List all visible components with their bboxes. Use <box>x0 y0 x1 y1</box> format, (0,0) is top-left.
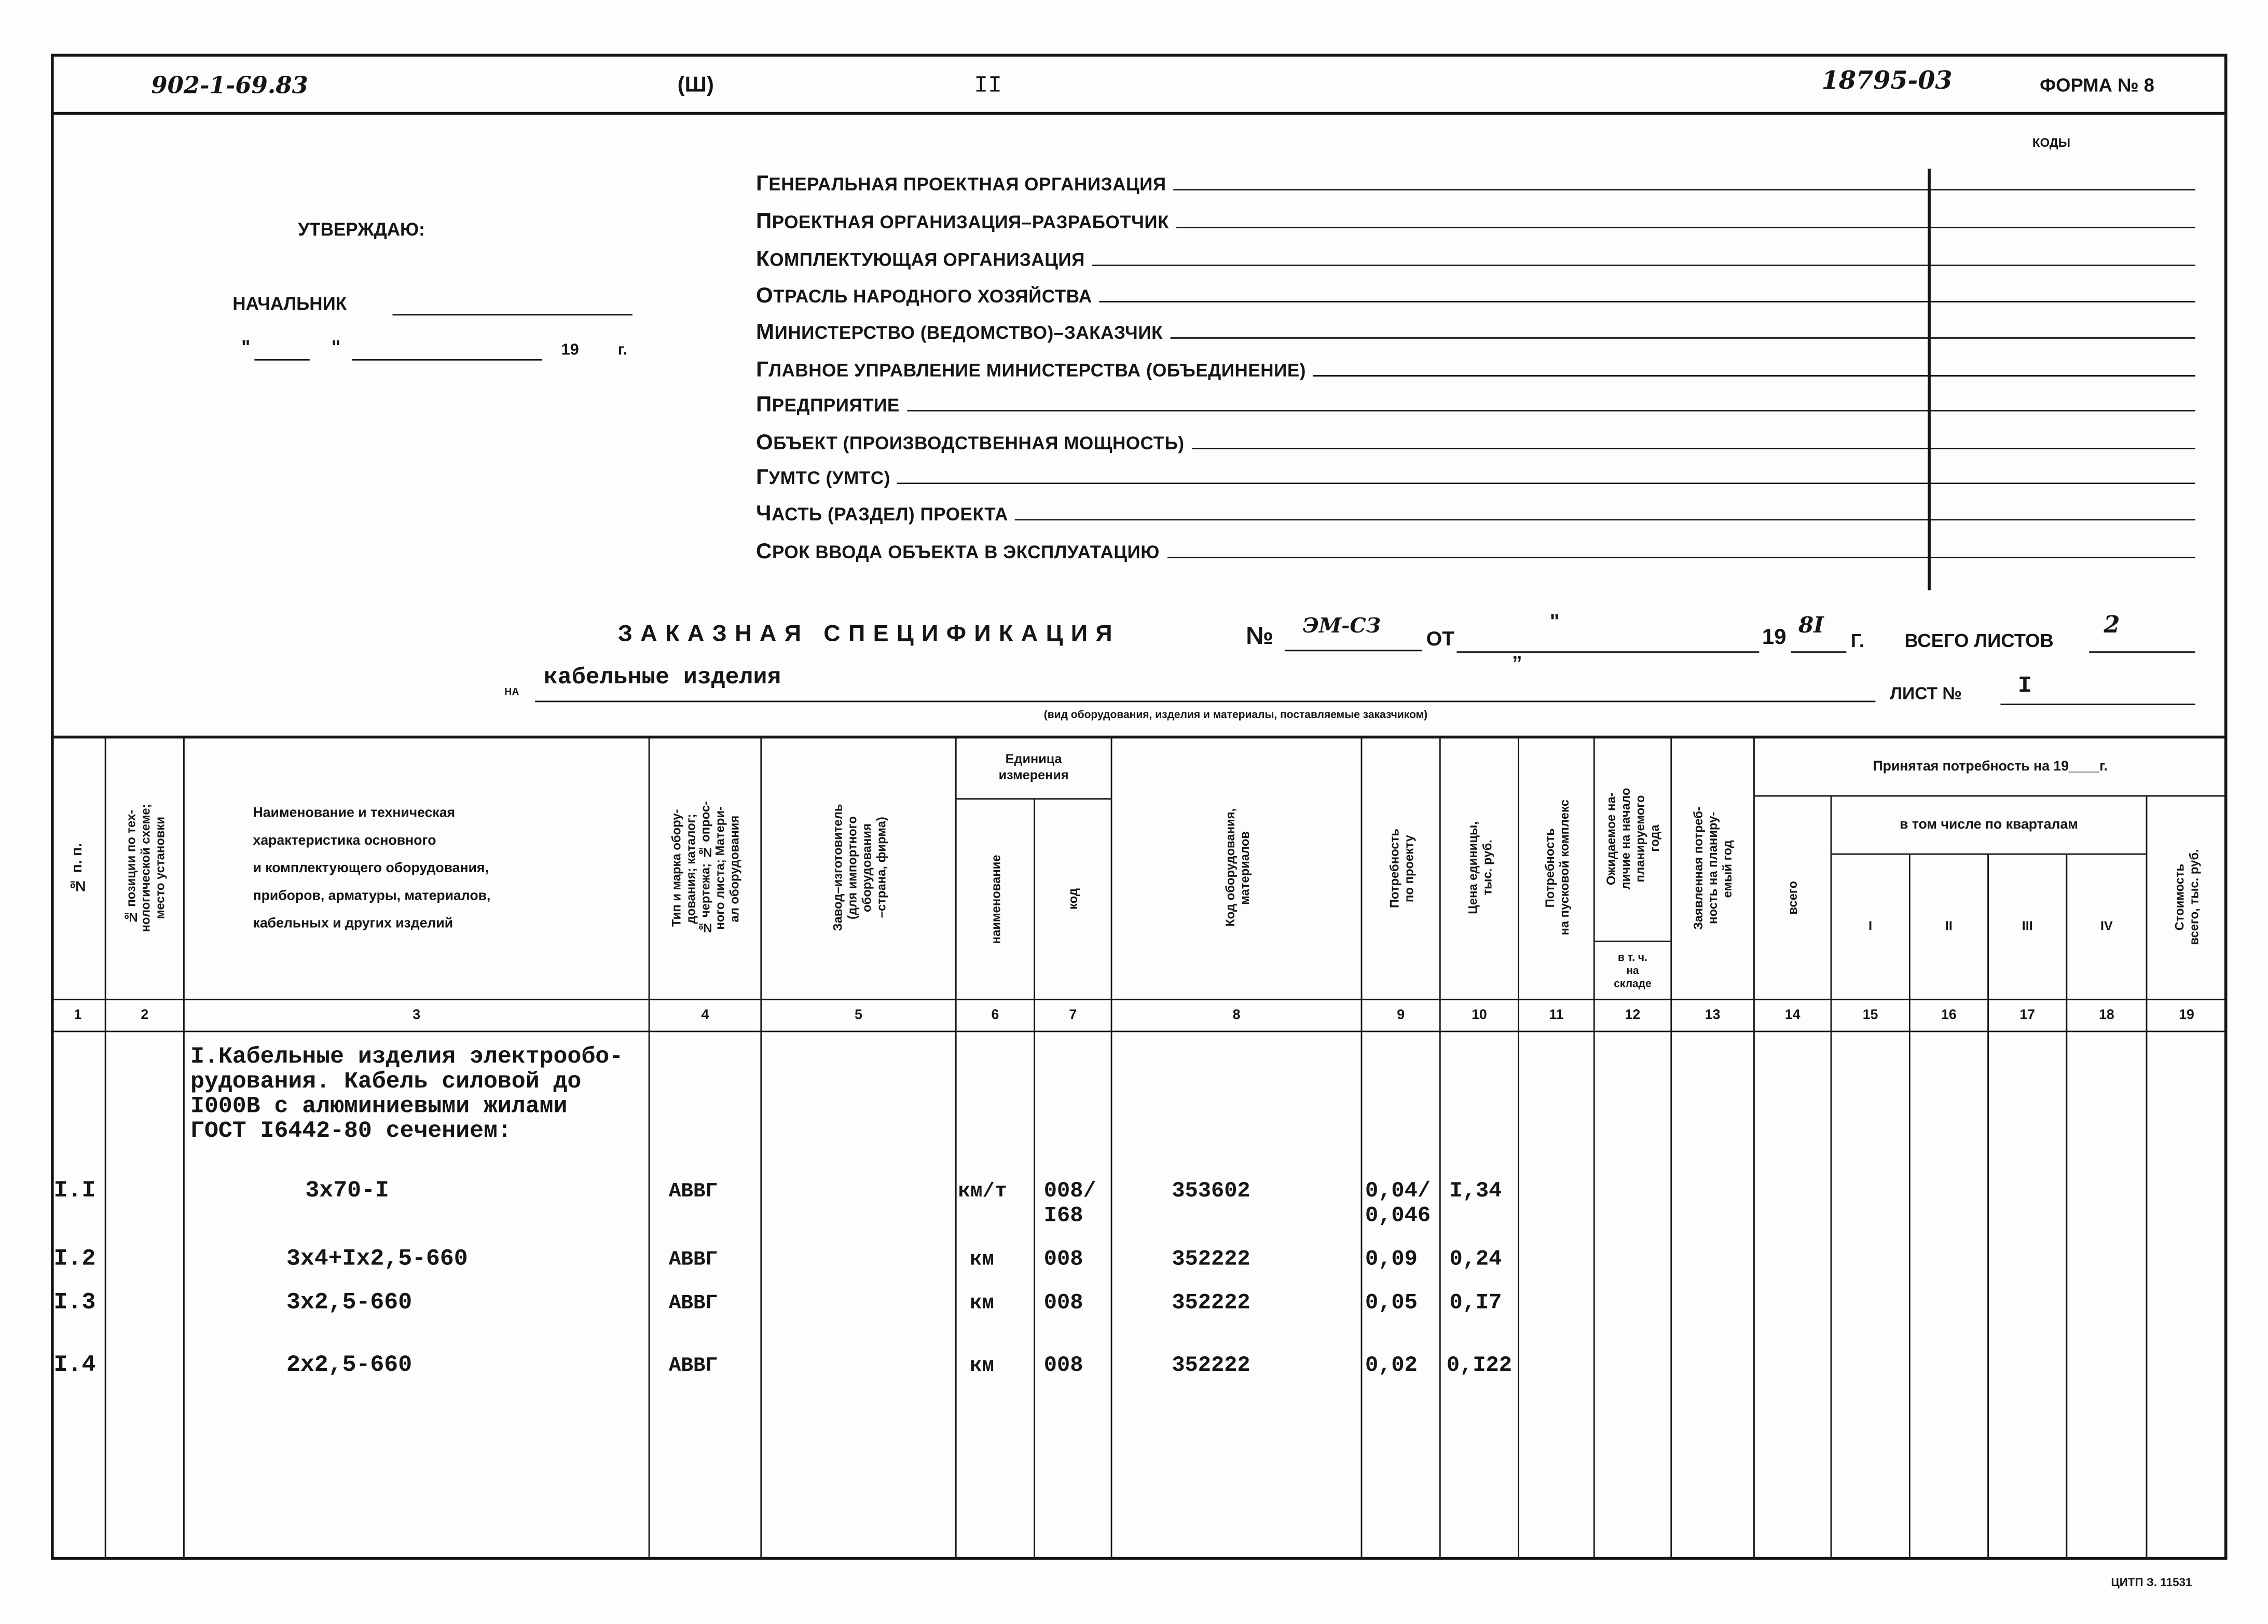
org-row <box>756 276 2195 307</box>
org-label: ОТРАСЛЬ НАРОДНОГО ХОЗЯЙСТВА <box>755 283 1092 309</box>
spec-sheets-total: 2 <box>2104 610 2120 639</box>
approval-signature-line <box>393 314 633 315</box>
org-fill-line <box>1167 557 2195 558</box>
row-number: I.3 <box>53 1289 96 1316</box>
spec-sheet-label: ЛИСТ № <box>1890 683 1962 704</box>
row-unit-name: км <box>969 1248 994 1272</box>
spec-subject: кабельные изделия <box>543 664 781 691</box>
spec-subject-line <box>535 701 1875 703</box>
header-text-6: наименование <box>987 854 1002 944</box>
org-label: ОБЪЕКТ (ПРОИЗВОДСТВЕННАЯ МОЩНОСТЬ) <box>755 430 1185 455</box>
row-demand: 0,02 <box>1365 1353 1418 1379</box>
column-number-cell <box>1112 1000 1362 1033</box>
header-text-10: Цена единицы, тыс. руб. <box>1464 821 1494 915</box>
body-column <box>957 1032 1035 1560</box>
column-number: 16 <box>1941 1007 1957 1024</box>
column-number-cell <box>1989 1000 2067 1033</box>
org-row <box>756 312 2195 343</box>
row-unit-code: 008/ I68 <box>1043 1179 1096 1229</box>
row-equipment-code: 352222 <box>1172 1353 1250 1379</box>
body-column <box>106 1032 185 1560</box>
org-label: СРОК ВВОДА ОБЪЕКТА В ЭКСПЛУАТАЦИЮ <box>755 539 1160 565</box>
column-number-cell <box>51 1000 106 1033</box>
column-number: 4 <box>701 1007 709 1024</box>
org-row <box>756 350 2195 381</box>
spec-sheet: I <box>2018 673 2032 699</box>
org-label: ПРЕДПРИЯТИЕ <box>755 392 900 418</box>
header-unit-group <box>957 737 1112 800</box>
header-text-quarters-group: в том числе по кварталам <box>1900 817 2078 833</box>
header-text-8: Код оборудования, материалов <box>1221 808 1252 927</box>
body-column <box>1672 1032 1755 1560</box>
approval-position: НАЧАЛЬНИК <box>232 293 347 314</box>
spec-number-line <box>1285 650 1422 651</box>
org-fill-line <box>898 483 2195 484</box>
codes-label: КОДЫ <box>2032 135 2071 150</box>
spec-subject-caption: (вид оборудования, изделия и материалы, поставляемые заказчиком) <box>1043 708 1428 721</box>
header-text-7: код <box>1065 888 1080 910</box>
header-cell-8 <box>1112 737 1362 1000</box>
column-number: 17 <box>2019 1007 2036 1024</box>
approval-day-line <box>254 359 309 361</box>
spec-sheets-total-line <box>2089 651 2195 653</box>
registration-number: 18795-03 <box>1821 66 1953 96</box>
column-number: 8 <box>1232 1007 1241 1024</box>
row-demand: 0,05 <box>1365 1291 1418 1316</box>
column-number-cell <box>2147 1000 2227 1033</box>
body-column <box>1989 1032 2067 1560</box>
header-text-11: Потребность на пусковой комплекс <box>1542 800 1571 936</box>
body-column <box>1910 1032 1989 1560</box>
row-equipment-code: 353602 <box>1172 1179 1250 1204</box>
org-label: КОМПЛЕКТУЮЩАЯ ОРГАНИЗАЦИЯ <box>755 247 1085 272</box>
row-equipment-code: 352222 <box>1172 1247 1250 1272</box>
row-equipment-code: 352222 <box>1172 1291 1250 1316</box>
header-text-unit-group: Единица измерения <box>998 751 1069 782</box>
header-text-14: всего <box>1785 880 1800 915</box>
org-label: ПРОЕКТНАЯ ОРГАНИЗАЦИЯ–РАЗРАБОТЧИК <box>755 209 1170 235</box>
row-name: 2x2,5-660 <box>286 1352 413 1379</box>
column-number: 13 <box>1705 1007 1721 1024</box>
body-column <box>762 1032 956 1560</box>
form-label: ФОРМА № 8 <box>2040 74 2155 96</box>
org-fill-line <box>1176 227 2195 228</box>
column-number-cell <box>1755 1000 1832 1033</box>
org-row <box>755 202 2195 235</box>
row-type: АВВГ <box>668 1292 718 1316</box>
header-rule <box>51 112 2227 115</box>
column-number-cell <box>1519 1000 1595 1033</box>
column-number: 5 <box>855 1007 862 1024</box>
project-code: 902-1-69.83 <box>151 71 308 99</box>
org-label: ГУМТС (УМТС) <box>755 465 890 490</box>
header-cell-1 <box>51 737 106 1000</box>
column-number-cell <box>762 1000 956 1033</box>
org-fill-line <box>1192 448 2195 449</box>
column-number: 7 <box>1069 1007 1077 1024</box>
header-cell-18 <box>2067 855 2147 1000</box>
column-number-cell <box>1362 1000 1440 1033</box>
body-column <box>1832 1032 1910 1560</box>
approval-quote-open: " <box>241 336 251 358</box>
body-column <box>1755 1032 1832 1560</box>
column-number: 3 <box>413 1007 421 1024</box>
part-label: II <box>974 73 1002 99</box>
header-cell-3 <box>185 737 650 1000</box>
row-number: I.4 <box>53 1352 96 1379</box>
header-cell-5 <box>762 737 956 1000</box>
header-cell-6 <box>957 800 1035 1000</box>
album-label: (Ш) <box>677 73 714 98</box>
header-text-12-bottom: в т. ч. на складе <box>1614 951 1652 990</box>
spec-sheets-total-label: ВСЕГО ЛИСТОВ <box>1904 629 2054 652</box>
row-unit-name: км <box>969 1292 994 1316</box>
row-unit-name: км <box>969 1355 994 1379</box>
row-type: АВВГ <box>668 1355 718 1379</box>
column-number-cell <box>1035 1000 1112 1033</box>
header-cell-19 <box>2147 796 2227 1000</box>
body-column <box>1519 1032 1595 1560</box>
footer-print-code: ЦИТП З. 11531 <box>2111 1576 2192 1589</box>
org-fill-line <box>1015 519 2195 520</box>
spec-year-suffix: Г. <box>1850 629 1865 652</box>
header-text-4: Тип и марка обору- дования; каталог; № чертежа; № опрос- ного листа; Матери- ал оборудования <box>668 801 741 935</box>
column-number: 2 <box>141 1007 149 1024</box>
org-label: МИНИСТЕРСТВО (ВЕДОМСТВО)–ЗАКАЗЧИК <box>755 320 1163 345</box>
header-text-1: № п. п. <box>69 843 85 893</box>
org-row <box>756 458 2195 489</box>
column-number: 14 <box>1784 1007 1800 1024</box>
org-row <box>756 423 2195 453</box>
approval-year-prefix: 19 <box>561 341 579 360</box>
column-number: 15 <box>1862 1007 1878 1024</box>
column-number: 6 <box>991 1007 999 1024</box>
org-row <box>756 240 2195 270</box>
column-number: 11 <box>1549 1007 1564 1024</box>
row-price: 0,I22 <box>1446 1353 1513 1379</box>
body-column <box>1595 1032 1672 1560</box>
header-text-5: Завод–изготовитель (для импортного оборудования –страна, фирма) <box>829 804 888 932</box>
org-label: ГЕНЕРАЛЬНАЯ ПРОЕКТНАЯ ОРГАНИЗАЦИЯ <box>755 171 1166 197</box>
header-text-2: № позиции по тех- нологической схеме; место установки <box>122 804 167 932</box>
org-fill-line <box>1092 265 2195 266</box>
org-label: ГЛАВНОЕ УПРАВЛЕНИЕ МИНИСТЕРСТВА (ОБЪЕДИНЕНИЕ) <box>755 357 1307 382</box>
approval-quote-close: " <box>331 336 341 358</box>
row-name: 3x4+Ix2,5-660 <box>286 1246 468 1272</box>
body-column <box>2147 1032 2227 1560</box>
header-cell-13 <box>1672 737 1755 1000</box>
column-number-cell <box>1595 1000 1672 1033</box>
spec-quote-close: „ <box>1511 639 1522 663</box>
header-cell-17 <box>1989 855 2067 1000</box>
row-price: I,34 <box>1449 1179 1502 1204</box>
org-fill-line <box>907 410 2195 411</box>
row-unit-name: км/т <box>958 1180 1007 1204</box>
row-unit-code: 008 <box>1043 1353 1083 1379</box>
org-label: ЧАСТЬ (РАЗДЕЛ) ПРОЕКТА <box>755 501 1008 527</box>
column-number-cell <box>650 1000 762 1033</box>
row-name: 3x70-I <box>305 1177 389 1204</box>
row-name: 3x2,5-660 <box>286 1289 413 1316</box>
column-number: 10 <box>1472 1007 1487 1024</box>
approval-month-line <box>352 359 542 361</box>
column-number-cell <box>185 1000 650 1033</box>
column-number-cell <box>957 1000 1035 1033</box>
header-cell-2 <box>106 737 185 1000</box>
header-cell-4 <box>650 737 762 1000</box>
spec-quote-open: " <box>1549 609 1560 632</box>
row-unit-code: 008 <box>1043 1291 1083 1316</box>
column-number-cell <box>1832 1000 1910 1033</box>
row-unit-code: 008 <box>1043 1247 1083 1272</box>
spec-date-line <box>1457 651 1760 653</box>
header-text-3: Наименование и техническая характеристика основного и комплектующего оборудования, приборов, арматуры, материалов, кабельных и других изделий <box>253 804 491 931</box>
org-row <box>756 164 2195 195</box>
header-cell-10 <box>1441 737 1519 1000</box>
header-cell-9 <box>1362 737 1440 1000</box>
org-row <box>755 532 2195 565</box>
row-number: I.2 <box>53 1246 96 1272</box>
header-text-15: I <box>1868 918 1873 933</box>
header-text-13: Заявленная потреб- ность на планиру- емый год <box>1690 806 1735 930</box>
column-number-cell <box>1441 1000 1519 1033</box>
header-text-17: III <box>2022 918 2033 933</box>
spec-year-prefix: 19 <box>1762 625 1786 650</box>
header-cell-12-bottom <box>1595 942 1672 1000</box>
header-text-accepted-group: Принятая потребность на 19____г. <box>1873 758 2108 775</box>
header-cell-16 <box>1910 855 1989 1000</box>
spec-date-label: ОТ <box>1426 626 1455 650</box>
header-text-16: II <box>1945 918 1953 933</box>
org-fill-line <box>1313 375 2195 377</box>
header-cell-15 <box>1832 855 1910 1000</box>
column-number-cell <box>1672 1000 1755 1033</box>
row-price: 0,24 <box>1449 1247 1502 1272</box>
column-number: 1 <box>74 1007 82 1024</box>
header-cell-12-top <box>1595 737 1672 942</box>
row-number: I.I <box>53 1177 96 1204</box>
header-cell-14 <box>1755 796 1832 1000</box>
column-number-cell <box>106 1000 185 1033</box>
column-number-cell <box>2067 1000 2147 1033</box>
header-accepted-group <box>1755 737 2228 797</box>
spec-year: 8I <box>1798 612 1824 639</box>
header-text-12-top: Ожидаемое на- личие на начало планируемого года <box>1603 788 1662 890</box>
spec-sheet-line <box>2000 704 2195 705</box>
specification-title: ЗАКАЗНАЯ СПЕЦИФИКАЦИЯ <box>617 622 1121 647</box>
org-fill-line <box>1099 301 2195 302</box>
column-number-cell <box>1910 1000 1989 1033</box>
header-text-19: Стоимость всего, тыс. руб. <box>2172 849 2202 946</box>
row-price: 0,I7 <box>1449 1291 1502 1316</box>
column-number: 12 <box>1625 1007 1641 1024</box>
section-title: I.Кабельные изделия электрообо- рудования. Кабель силовой до I000В с алюминиевыми жилами ГОСТ I6442-80 сечением: <box>190 1043 624 1145</box>
org-row <box>756 494 2195 525</box>
approval-title: УТВЕРЖДАЮ: <box>298 219 425 240</box>
column-number: 9 <box>1397 1007 1405 1024</box>
spec-for-label: НА <box>504 687 519 698</box>
spec-number: ЭМ-СЗ <box>1302 615 1381 639</box>
spec-number-label: № <box>1246 622 1274 650</box>
org-fill-line <box>1170 337 2195 339</box>
spec-year-line <box>1791 651 1846 653</box>
header-cell-11 <box>1519 737 1595 1000</box>
row-type: АВВГ <box>668 1180 718 1204</box>
org-fill-line <box>1174 189 2195 190</box>
header-text-9: Потребность по проекту <box>1386 828 1415 908</box>
codes-column-rule <box>1928 169 1931 590</box>
row-type: АВВГ <box>668 1248 718 1272</box>
row-demand: 0,04/ 0,046 <box>1365 1179 1431 1229</box>
approval-year-suffix: г. <box>617 341 628 360</box>
column-number: 18 <box>2099 1007 2114 1024</box>
header-quarters-group <box>1832 796 2147 855</box>
row-demand: 0,09 <box>1365 1247 1418 1272</box>
header-text-18: IV <box>2100 918 2113 933</box>
org-row <box>756 386 2195 416</box>
column-number: 19 <box>2179 1007 2194 1024</box>
header-cell-7 <box>1035 800 1112 1000</box>
body-column <box>2067 1032 2147 1560</box>
